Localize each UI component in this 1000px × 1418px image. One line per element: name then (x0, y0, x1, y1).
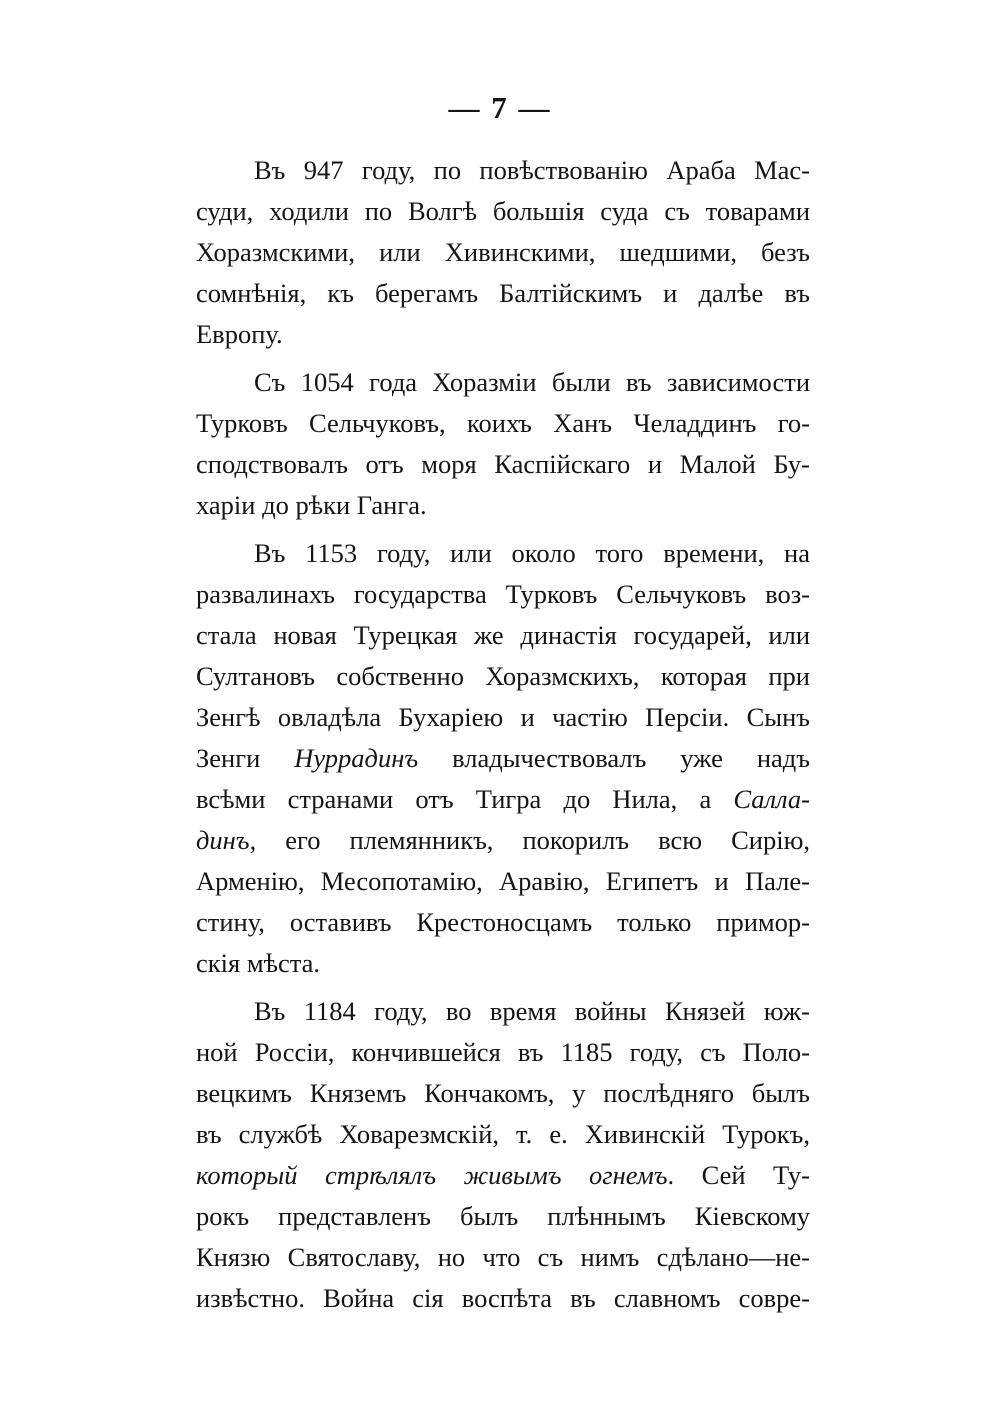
text-line: извѣстно. Война сія воспѣта въ славномъ совре- (196, 1283, 810, 1313)
text-line: ной Россіи, кончившейся въ 1185 году, съ Поло- (196, 1037, 810, 1067)
paragraph-gap (196, 355, 810, 362)
paragraph-gap (196, 526, 810, 533)
text-line: Турковъ Сельчуковъ, коихъ Ханъ Челаддинъ го- (196, 408, 810, 438)
text-line: стала новая Турецкая же династія государей, или (196, 620, 810, 650)
text-line: Зенги Нуррадинъ владычествовалъ уже надъ (196, 743, 810, 773)
paragraph-gap (196, 984, 810, 991)
text-line: вецкимъ Княземъ Кончакомъ, у послѣдняго былъ (196, 1078, 810, 1108)
page-number: — 7 — (448, 90, 552, 125)
text-line: динъ, его племянникъ, покорилъ всю Сирію, (196, 825, 810, 855)
text-line: Арменію, Месопотамію, Аравію, Египетъ и Пале- (196, 866, 810, 896)
body-text (196, 150, 810, 1319)
text-line: рокъ представленъ былъ плѣннымъ Кіевскому (196, 1201, 810, 1231)
text-line: Въ 947 году, по повѣствованію Араба Мас- (254, 155, 810, 185)
text-line: Султановъ собственно Хоразмскихъ, которая при (196, 661, 810, 691)
text-line: всѣми странами отъ Тигра до Нила, а Салла- (196, 784, 810, 814)
italic-name: Нуррадинъ (294, 743, 419, 773)
text-line: развалинахъ государства Турковъ Сельчуковъ воз- (196, 579, 810, 609)
text-line: Съ 1054 года Хоразміи были въ зависимости (254, 367, 810, 397)
text-line: скія мѣста. (196, 948, 321, 978)
text-line: Князю Святославу, но что съ нимъ сдѣлано—не- (196, 1242, 810, 1272)
text-line: который стрѣлялъ живымъ огнемъ. Сей Ту- (196, 1160, 810, 1190)
text-line: сподствовалъ отъ моря Каспійскаго и Малой Бу- (196, 449, 810, 479)
text-line: харіи до рѣки Ганга. (196, 490, 427, 520)
text-line: Въ 1184 году, во время войны Князей юж- (254, 996, 810, 1026)
text-line: сомнѣнія, къ берегамъ Балтійскимъ и далѣе въ (196, 278, 810, 308)
text-line: Европу. (196, 319, 283, 349)
text-line: Хоразмскими, или Хивинскими, шедшими, безъ (196, 237, 810, 267)
italic-phrase: который стрѣлялъ живымъ огнемъ (196, 1160, 668, 1190)
italic-name: Салла- (733, 784, 810, 814)
text-line: суди, ходили по Волгѣ большія суда съ товарами (196, 196, 810, 226)
italic-name: динъ (196, 825, 250, 855)
text-line: Зенгѣ овладѣла Бухаріею и частію Персіи. Сынъ (196, 702, 810, 732)
text-line: въ службѣ Ховарезмскій, т. е. Хивинскій Турокъ, (196, 1119, 810, 1149)
text-line: стину, оставивъ Крестоносцамъ только примор- (196, 907, 810, 937)
text-line: Въ 1153 году, или около того времени, на (254, 538, 810, 568)
